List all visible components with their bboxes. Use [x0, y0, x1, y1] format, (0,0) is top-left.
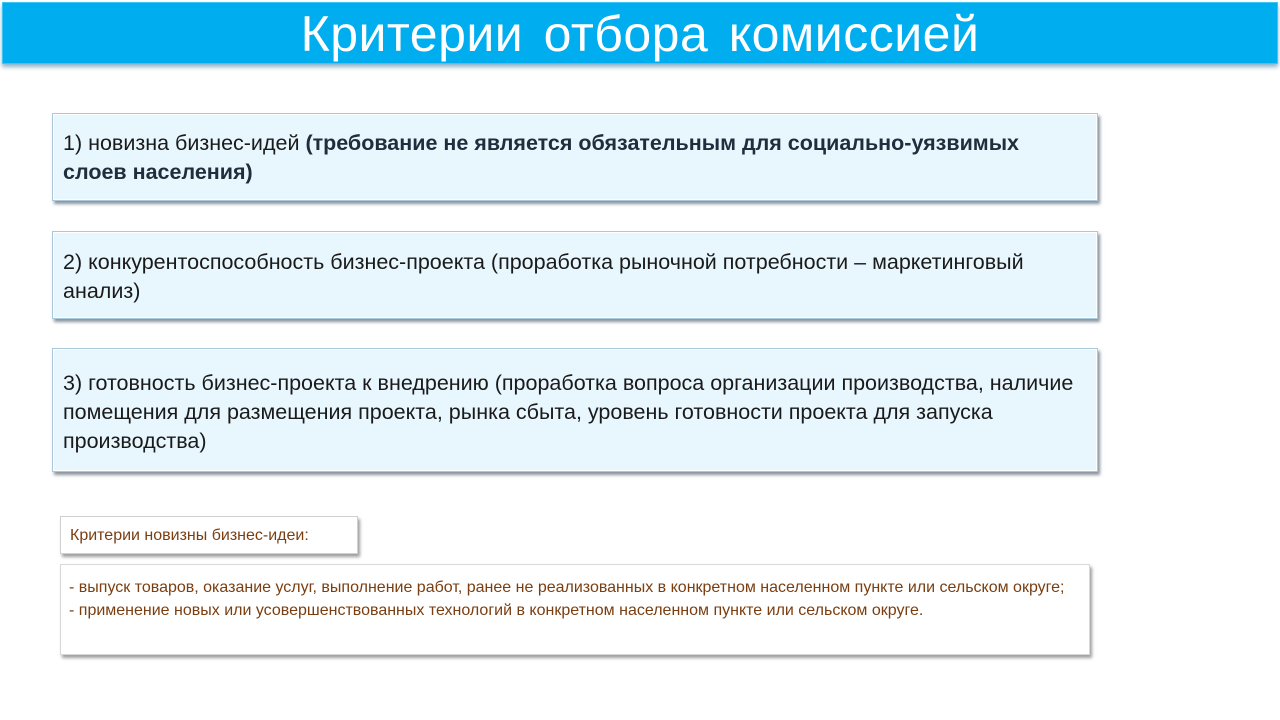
criterion-text: 3) готовность бизнес-проекта к внедрению (проработка вопроса организации производства, наличие помещения для размещения проекта, рынка сбыта, уровень готовности проекта для запуска производства): [63, 371, 1074, 453]
criterion-box-readiness: [52, 348, 1098, 472]
criterion-text: 2) конкурентоспособность бизнес-проекта (проработка рыночной потребности – маркетинговый анализ): [63, 250, 1024, 303]
title-bar: [2, 2, 1278, 64]
novelty-item: - выпуск товаров, оказание услуг, выполнение работ, ранее не реализованных в конкретном населенном пункте или сельском округе;: [69, 579, 1065, 596]
slide-title: Критерии отбора комиссией: [300, 6, 980, 62]
criterion-box-competitiveness: [52, 231, 1098, 319]
novelty-item: - применение новых или усовершенствованных технологий в конкретном населенном пункте или сельском округе.: [69, 601, 924, 619]
criterion-text: 1) новизна бизнес-идей: [63, 131, 306, 155]
criterion-bold-note: (требование не является обязательным для социально-уязвимых слоев населения): [63, 131, 1020, 184]
novelty-criteria-label: Критерии новизны бизнес-идеи:: [60, 516, 358, 554]
novelty-criteria-list: [60, 564, 1090, 655]
criterion-box-novelty: [52, 113, 1098, 201]
